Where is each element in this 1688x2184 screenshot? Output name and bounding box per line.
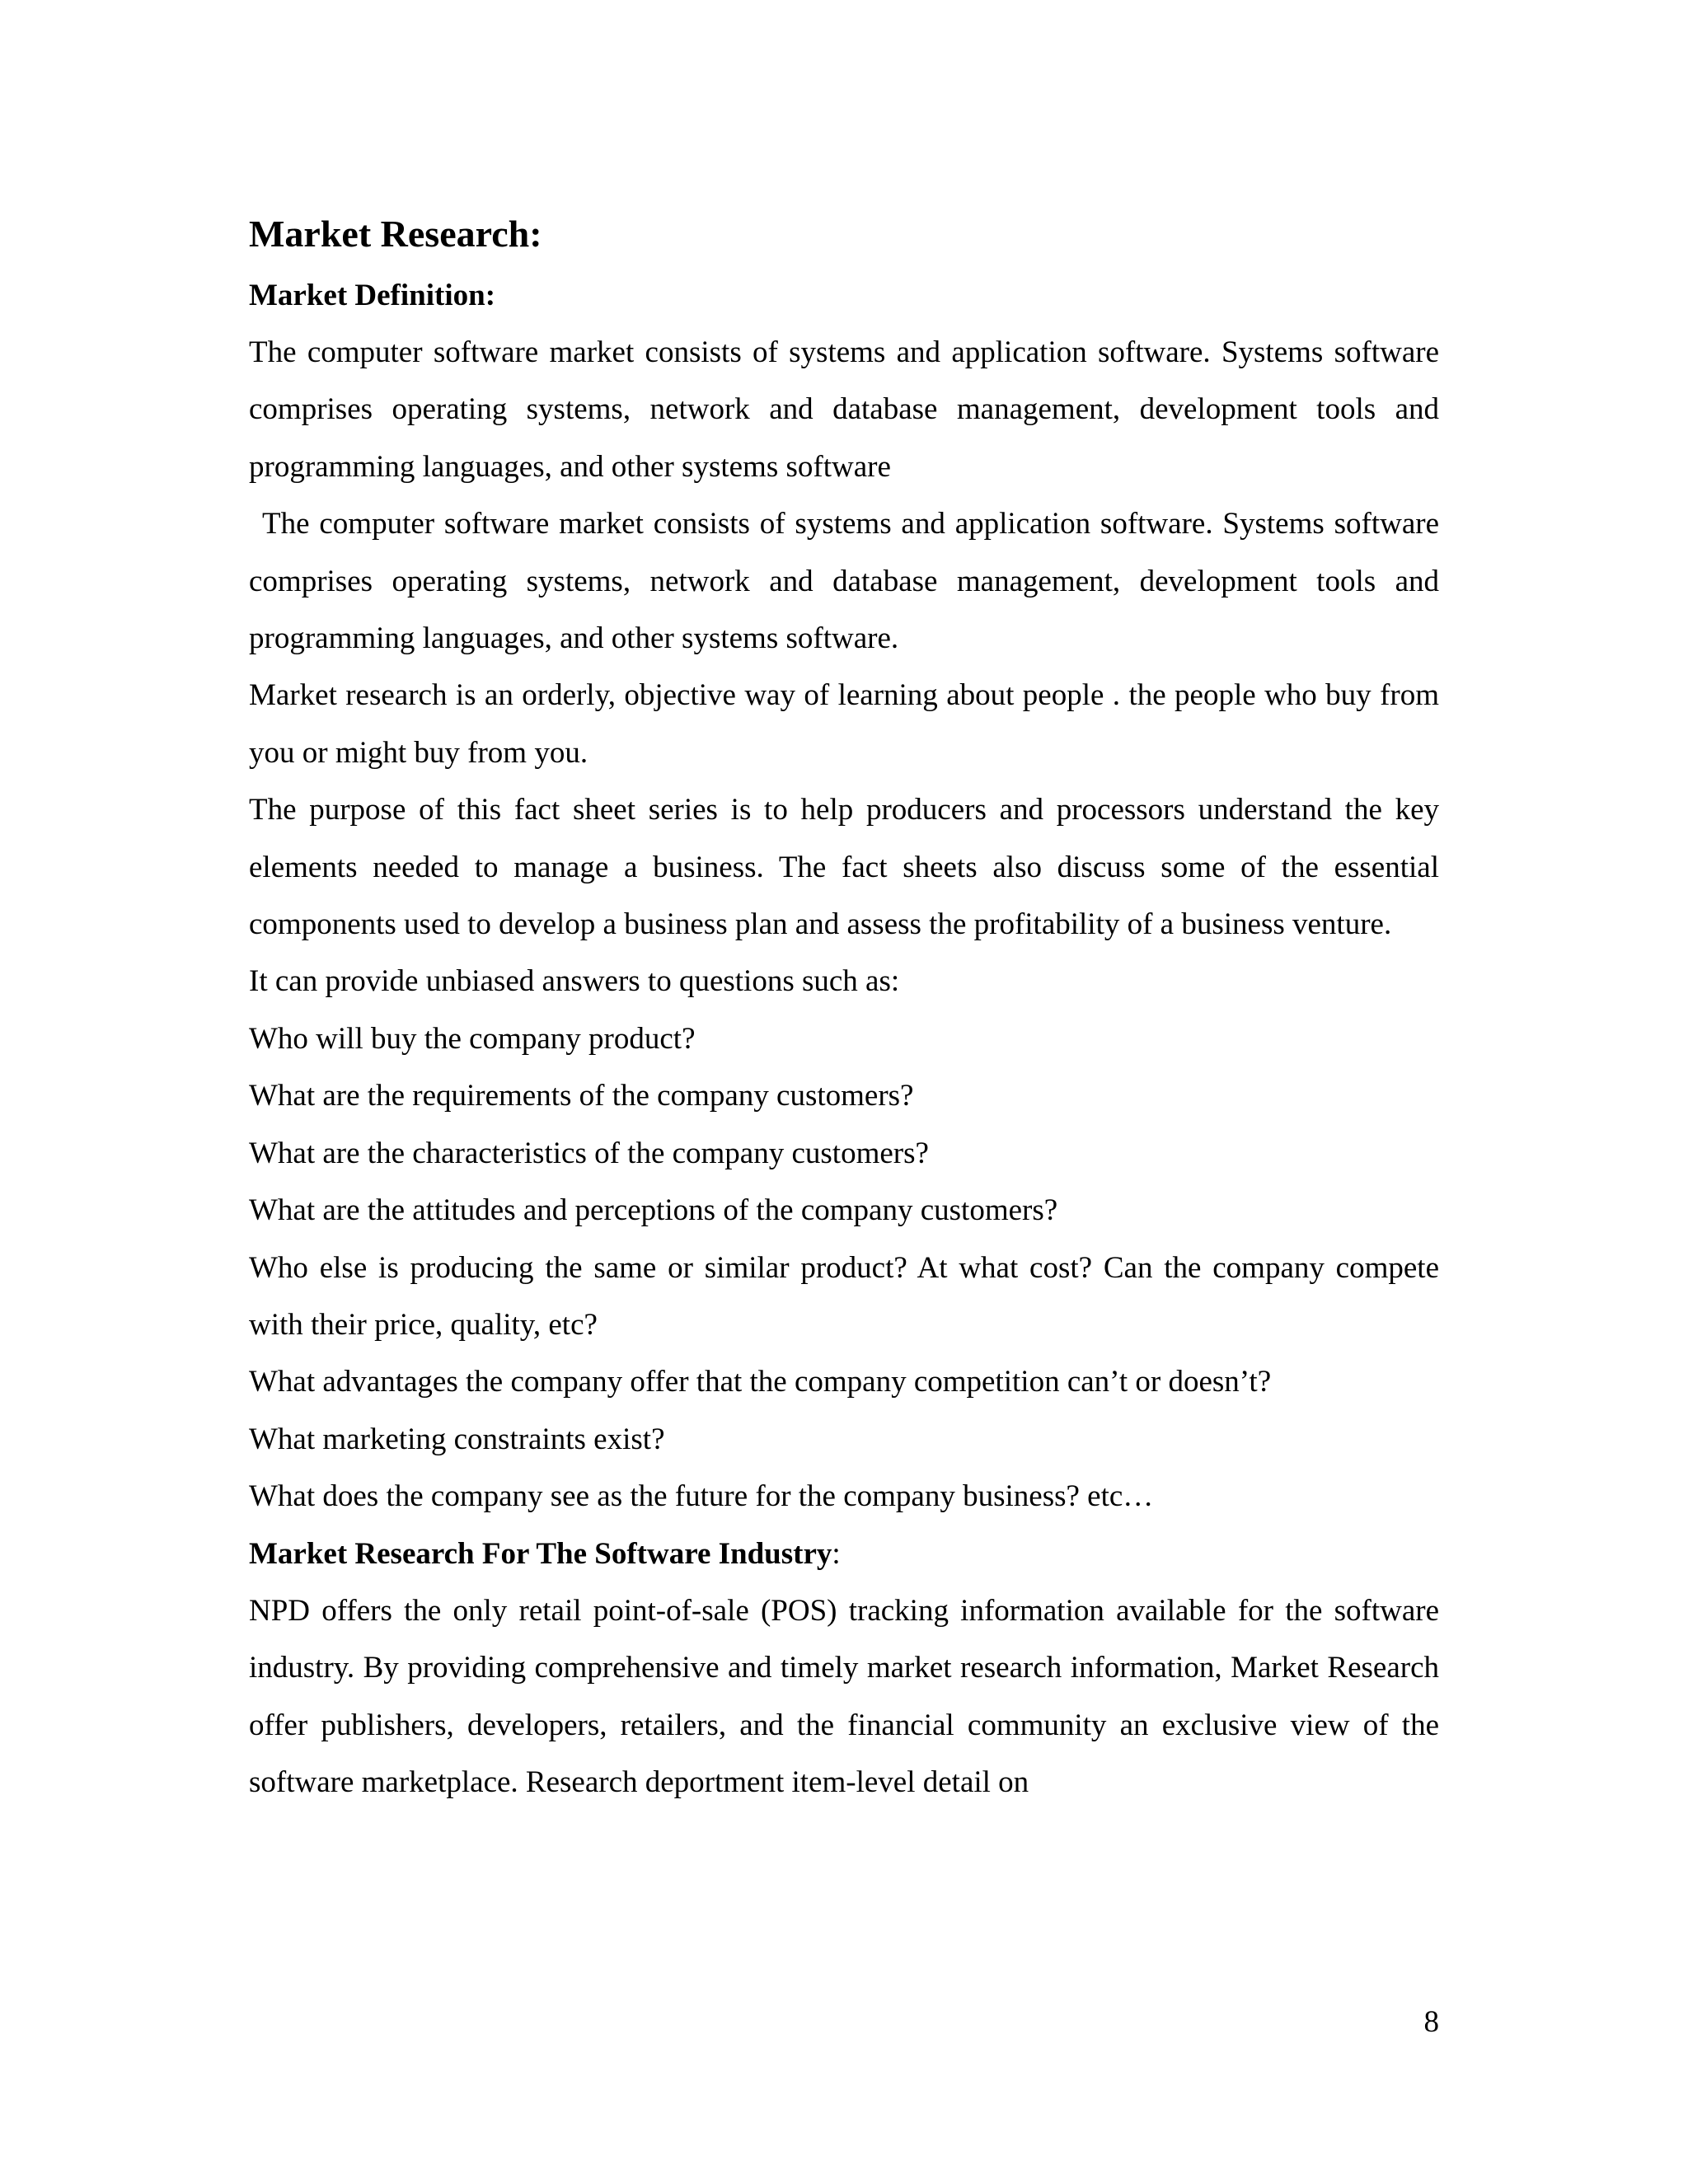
section-heading-colon: : bbox=[832, 1536, 841, 1571]
question-item: What does the company see as the future for the company business? etc… bbox=[249, 1479, 1154, 1514]
questions-intro: It can provide unbiased answers to questions such as: bbox=[249, 964, 900, 999]
page-title: Market Research: bbox=[249, 213, 542, 255]
body-text bbox=[249, 324, 1439, 1811]
paragraph-software-market-1: The computer software market consists of systems and application software. Systems software comprises operating systems, network and database management, development tools and programming languages, and other systems software bbox=[249, 335, 1439, 484]
question-item: What marketing constraints exist? bbox=[249, 1422, 665, 1456]
paragraph-market-research-definition: Market research is an orderly, objective way of learning about people . the people who buy from you or might buy from you. bbox=[249, 678, 1439, 770]
question-item: Who else is producing the same or similar product? At what cost? Can the company compete with their price, quality, etc? bbox=[249, 1250, 1439, 1342]
paragraph-fact-sheet-purpose: The purpose of this fact sheet series is to help producers and processors understand the key elements needed to manage a business. The fact sheets also discuss some of the essential components used to develop a business plan and assess the profitability of a business venture. bbox=[249, 793, 1439, 942]
question-item: What are the attitudes and perceptions of the company customers? bbox=[249, 1193, 1058, 1228]
question-item: What are the characteristics of the company customers? bbox=[249, 1136, 929, 1170]
section-heading-software-industry bbox=[249, 1526, 1439, 1582]
page-number: 8 bbox=[1423, 2005, 1439, 2039]
section-heading-software-industry-text: Market Research For The Software Industry bbox=[249, 1536, 832, 1571]
paragraph-software-market-2: The computer software market consists of systems and application software. Systems software comprises operating systems, network and database management, development tools and programming languages, and other systems software. bbox=[249, 507, 1439, 656]
question-item: What are the requirements of the company customers? bbox=[249, 1079, 914, 1113]
question-item: What advantages the company offer that the company competition can’t or doesn’t? bbox=[249, 1365, 1272, 1399]
section-heading-market-definition: Market Definition: bbox=[249, 279, 496, 312]
question-item: Who will buy the company product? bbox=[249, 1021, 696, 1056]
paragraph-npd-tracking: NPD offers the only retail point-of-sale (POS) tracking information available for the software industry. By providing comprehensive and timely market research information, Market Research offer publishers, developers, retailers, and the financial community an exclusive view of the software marketplace. Research deportment item-level detail on bbox=[249, 1593, 1439, 1800]
page-content bbox=[249, 208, 1439, 1811]
